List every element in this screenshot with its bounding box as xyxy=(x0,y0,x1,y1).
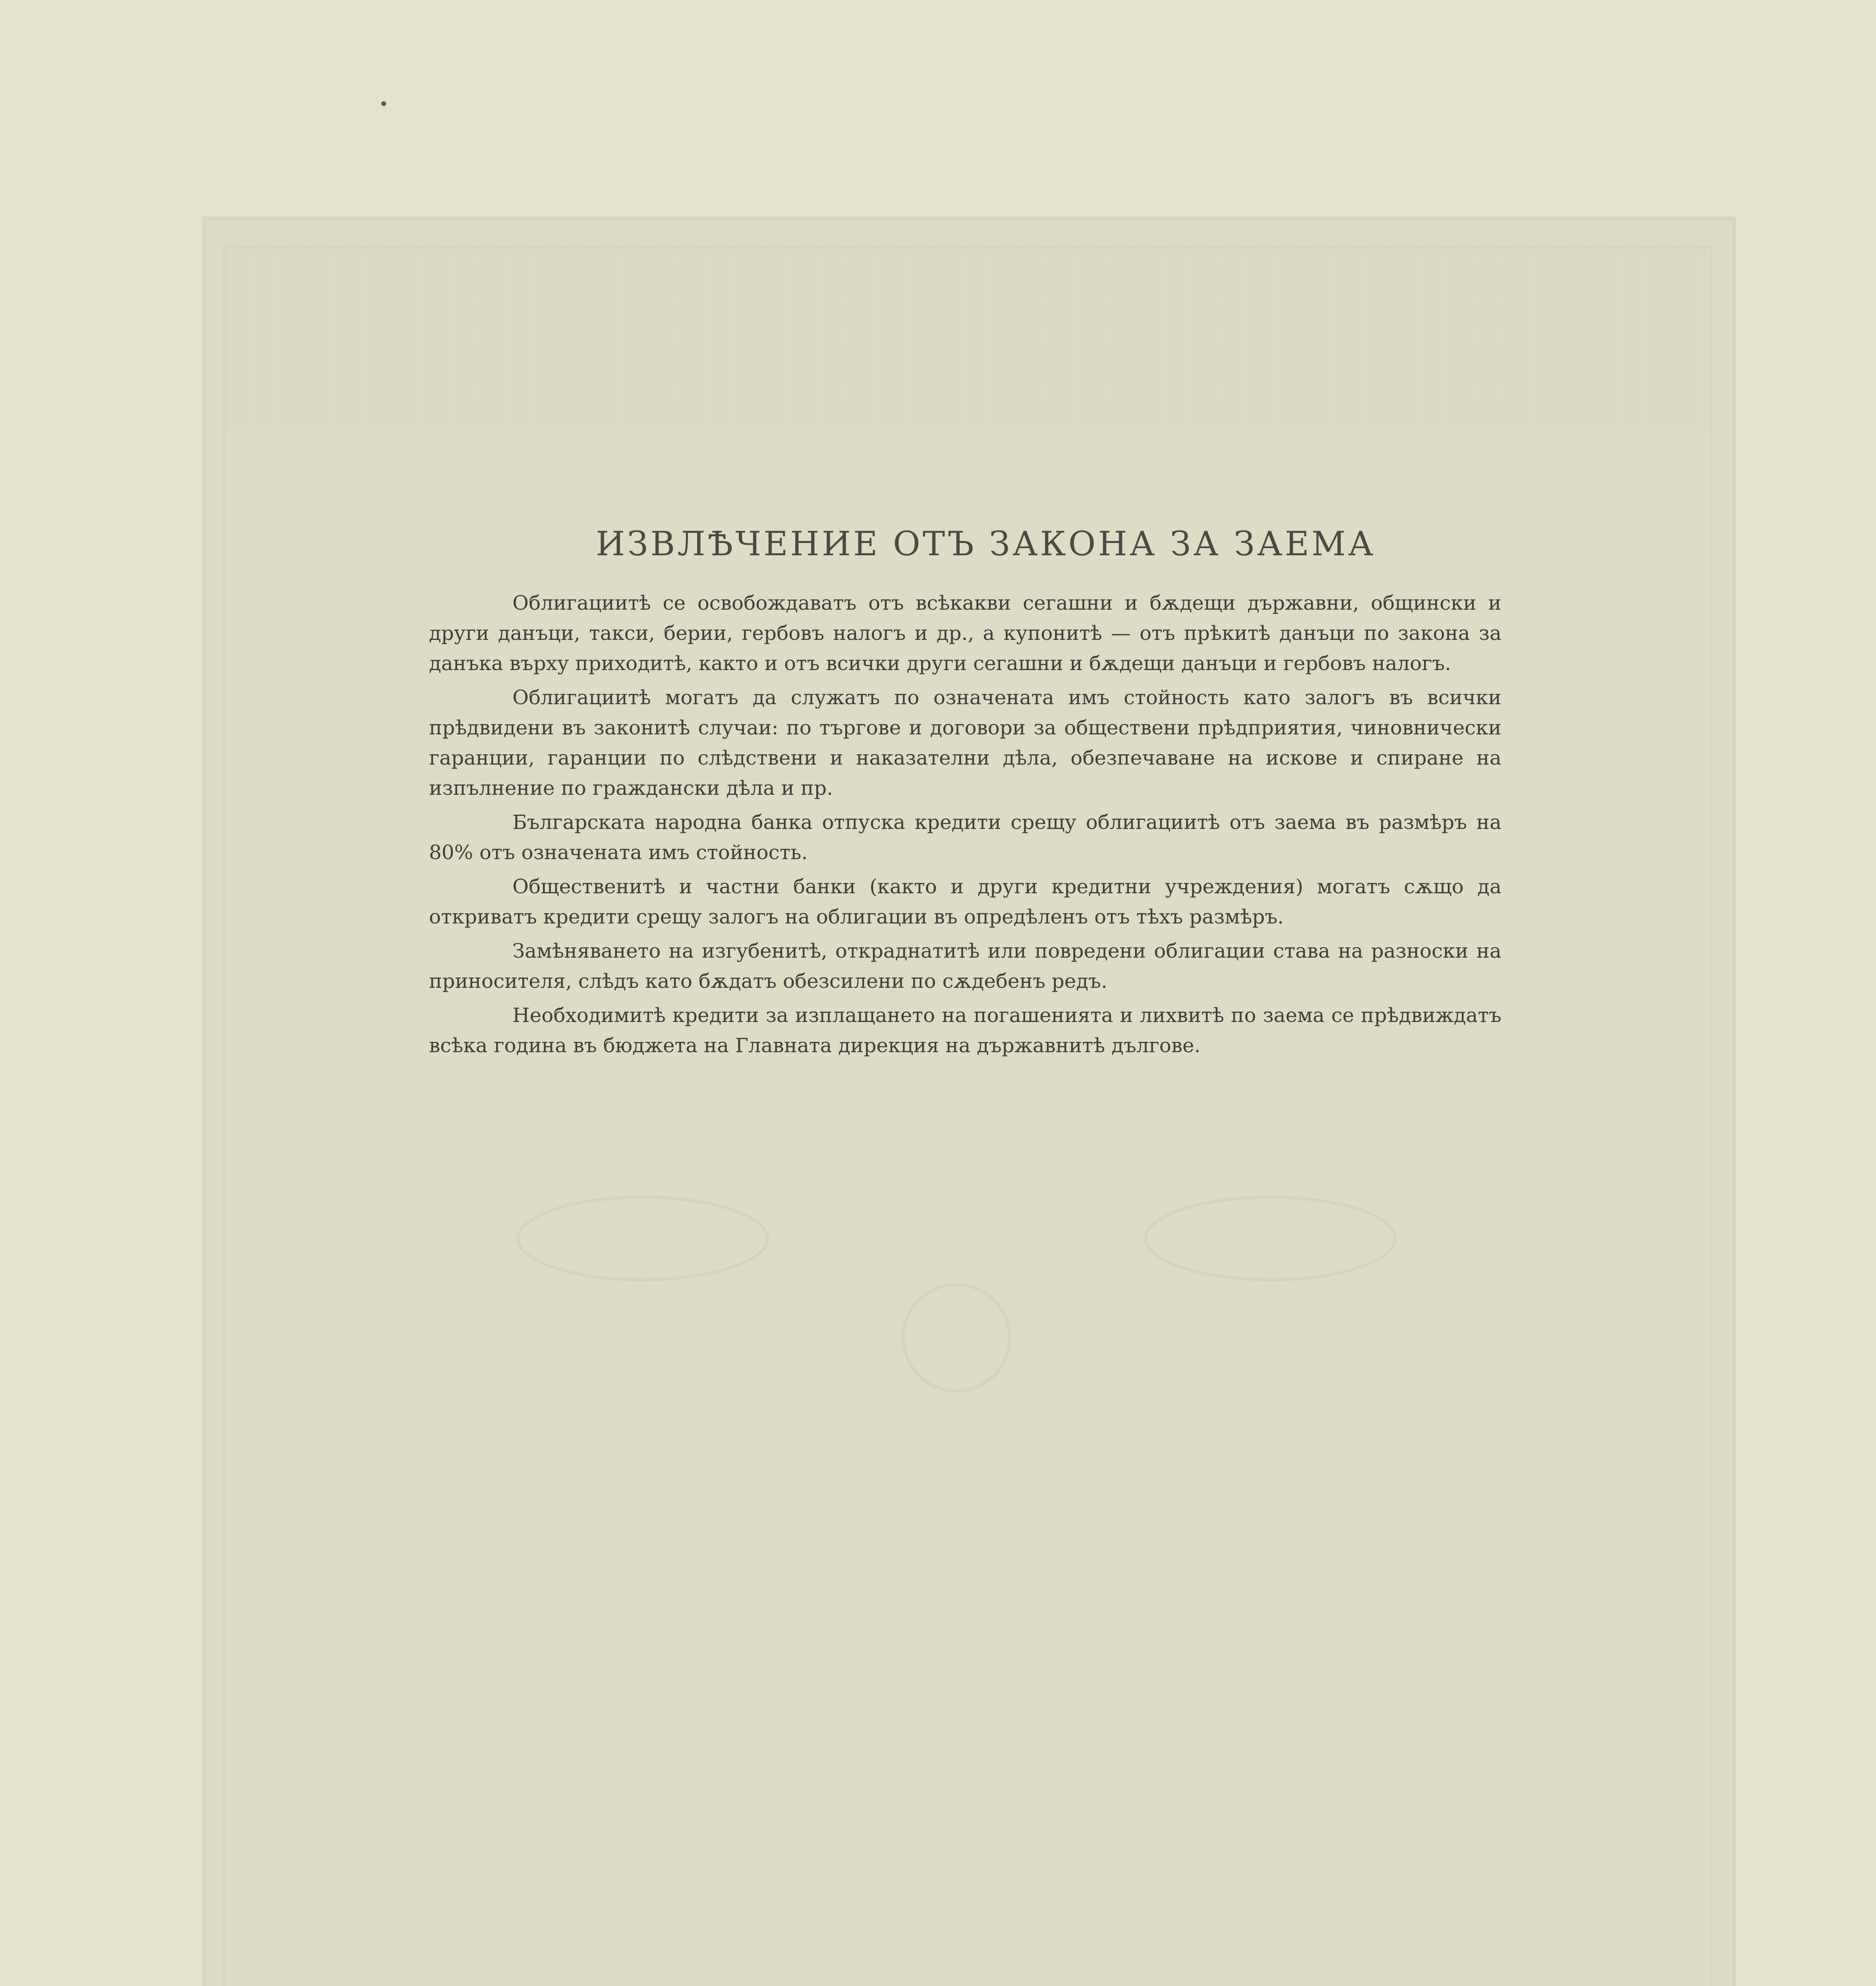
bleed-through-cartouche-left xyxy=(516,1196,769,1281)
paragraph-collateral-use: Облигациитѣ могатъ да служатъ по означената имъ стойность като залогъ въ всички прѣдвидени въ законитѣ случаи: по търгове и договори за обществени прѣдприятия, чиновнически гаранции, гаранции по слѣдствени и наказателни дѣла, обезпечаване на искове и спиране на изпълнение по граждански дѣла и пр. xyxy=(429,686,1501,800)
paragraph-replacement: Замѣняването на изгубенитѣ, откраднатитѣ или повредени облигации става на разноски на приносителя, слѣдъ като бѫдатъ обезсилени по сѫдебенъ редъ. xyxy=(429,939,1501,993)
paragraph-budget: Необходимитѣ кредити за изплащането на погашенията и лихвитѣ по заема се прѣдвиждатъ всѣка година въ бюджета на Главната дирекция на държавнитѣ дългове. xyxy=(429,1004,1501,1057)
page-title: ИЗВЛѢЧЕНИЕ ОТЪ ЗАКОНА ЗА ЗАЕМА xyxy=(596,524,1376,563)
law-extract-text xyxy=(429,588,1501,1064)
bleed-through-inner-frame xyxy=(222,246,1713,1986)
paragraph-tax-exemption: Облигациитѣ се освобождаватъ отъ всѣкакви сегашни и бѫдещи държавни, общински и други данъци, такси, берии, гербовъ налогъ и др., а купонитѣ — отъ прѣкитѣ данъци по закона за данъка върху приходитѣ, както и отъ всички други сегашни и бѫдещи данъци и гербовъ налогъ. xyxy=(429,591,1501,675)
bleed-through-cartouche-right xyxy=(1144,1196,1397,1281)
paragraph-private-bank-credit: Общественитѣ и частни банки (както и други кредитни учреждения) могатъ сѫщо да откриватъ кредити срещу залогъ на облигации въ опредѣленъ отъ тѣхъ размѣръ. xyxy=(429,875,1501,928)
paper-speck xyxy=(381,101,386,106)
bleed-through-seal xyxy=(902,1283,1011,1393)
paragraph-national-bank-credit: Българската народна банка отпуска кредити срещу облигациитѣ отъ заема въ размѣръ на 80% отъ означената имъ стойность. xyxy=(429,811,1501,864)
